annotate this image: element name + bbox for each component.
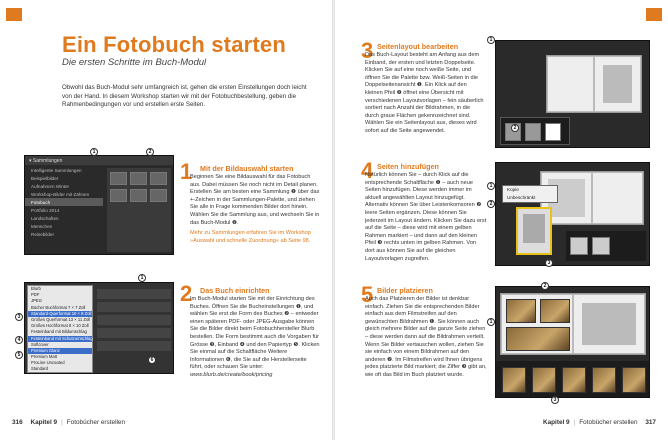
marker-3: 3 — [551, 396, 559, 404]
step-3-body — [365, 52, 485, 136]
step-3-number: 3 — [361, 38, 374, 63]
step-3-paragraph: Das Buch-Layout besteht am Anfang aus dem Einband, der ersten und letzten Doppelseite. Klicken Sie auf eine noch weiße Seite, und öffnen Sie die Palette bzw. Weiß-Seiten in die Doppelseitenansicht ❶. Ein Klick auf den kleinen Pfeil ❷ öffnet eine Übersicht mit verschiedenen Layoutvorlagen – fein säuberlich sortiert nach Anzahl der Bildrahmen, in die durch graue Flächen gekennzeichnet sind. Wählen Sie ein Seitenlayout aus, dieses wird sofort auf die Seite angewendet. — [365, 52, 484, 134]
settings-option[interactable]: Premium Glanz — [28, 348, 92, 354]
settings-option[interactable]: Blurb — [31, 286, 41, 291]
collections-screenshot — [24, 155, 174, 255]
layout-screenshot — [495, 40, 650, 148]
footer-separator: | — [573, 419, 576, 426]
book-spread — [546, 55, 642, 113]
collection-item[interactable]: Landschaften — [31, 216, 59, 221]
filmstrip-photo[interactable] — [502, 367, 526, 393]
grid-thumb — [130, 189, 147, 202]
step-4-paragraph: Natürlich können Sie – durch Klick auf die entsprechende Schaltfläche ❶ – auch neue Seiten hinzufügen. Diese werden immer im aktuell angewählten Layout hinzugefügt. Alternativ können Sie über Leistenkomsoren ❷ leere Seiten ergänzen. Diese können Sie jederzeit im Layout ändern. Klicken Sie dazu erst auf die Seite – diese wird mit einem gelben Rahmen markiert – und dann auf den kleinen Pfeil ❸ rechts unten im gelben Rahmen. Von dort aus können Sie auf die gleichen Layoutvorlagen zugreifen. — [365, 172, 487, 262]
step-2-number: 2 — [180, 281, 193, 306]
placed-photo — [506, 299, 536, 323]
settings-option[interactable]: Premium Matt — [31, 354, 58, 360]
step-2-heading: Das Buch einrichten — [200, 286, 270, 295]
settings-option[interactable]: Standard-Querformat 10 × 8 Zoll — [28, 311, 92, 317]
chapter-title: Fotobücher erstellen — [66, 419, 126, 426]
corner-tab — [646, 8, 662, 21]
menu-item-kopie[interactable]: Kopie — [507, 187, 519, 192]
corner-tab — [6, 8, 22, 21]
step-5-body — [365, 296, 487, 380]
settings-option[interactable]: ProLine Uncoated — [31, 360, 65, 366]
context-menu — [502, 185, 558, 203]
layout-thumb — [525, 123, 541, 141]
page-thumb — [570, 237, 588, 255]
step-3-heading: Seitenlayout bearbeiten — [377, 42, 459, 51]
step-1-heading: Mit der Bildauswahl starten — [200, 164, 294, 173]
filmstrip-photo[interactable] — [622, 367, 646, 393]
left-page — [0, 0, 333, 440]
marker-1: 1 — [487, 182, 495, 190]
step-1-number: 1 — [180, 159, 193, 184]
step-5-heading: Bilder platzieren — [377, 286, 433, 295]
menu-item-unbeschraenkt[interactable]: Unbeschränkt — [507, 194, 536, 200]
right-page-preview — [573, 294, 645, 354]
collection-item[interactable]: Aufnahmen Winter — [31, 184, 70, 189]
settings-option[interactable]: Großes Hochformat 8 × 10 Zoll — [31, 323, 89, 329]
filmstrip — [496, 361, 650, 398]
photo-frame — [523, 214, 545, 243]
marker-1: 1 — [90, 148, 98, 156]
marker-4: 4 — [15, 336, 23, 344]
settings-popup — [27, 285, 93, 373]
step-4-number: 4 — [361, 158, 374, 183]
right-page — [335, 0, 668, 440]
chapter-label: Kapitel 9 — [30, 419, 58, 426]
marker-1: 1 — [138, 274, 146, 282]
selected-page[interactable] — [516, 207, 552, 255]
filmstrip-photo[interactable] — [592, 367, 616, 393]
settings-option[interactable]: Festeinband mit Bildumschlag — [31, 329, 87, 335]
page-title: Ein Fotobuch starten — [62, 32, 286, 57]
page-number: 316 — [12, 419, 23, 426]
marker-3: 3 — [15, 313, 23, 321]
left-page-preview — [547, 56, 594, 112]
settings-field — [97, 302, 171, 312]
settings-field — [97, 315, 171, 325]
layout-picker — [500, 117, 570, 145]
marker-2: 2 — [487, 200, 495, 208]
step-5-number: 5 — [361, 282, 374, 307]
placed-photo — [540, 299, 570, 323]
settings-option[interactable]: Großes Querformat 13 × 11 Zoll — [31, 316, 91, 322]
grid-preview — [107, 168, 171, 252]
step-2-body — [190, 296, 320, 380]
right-page-preview — [592, 172, 643, 224]
grid-thumb — [110, 189, 127, 202]
settings-field — [97, 328, 171, 338]
step-2-paragraph: Im Buch-Modul starten Sie mit der Einrichtung des Buches. Öffnen Sie die Bucheinstellungen ❶, und wählen Sie erst die Form des Buches ❷ – entweder einen späteren PDF- oder JPEG-Ausgabe können Sie die Bilder direkt beim Fotobuchhersteller Blurb bestellen. Die Form bestimmt auch die Vorgaben für Grösse ❸, Einband ❹ und den Papiertyp ❺. Klicken Sie einmal auf die Schaltfläche Weitere Informationen ❻, die Sie auf die Herstellerseite führt, oder schauen Sie unter: — [190, 296, 320, 371]
placed-photo — [506, 327, 570, 351]
collection-item[interactable]: Reisebilder — [31, 232, 54, 237]
photo-frame — [582, 303, 636, 345]
marker-1: 1 — [487, 318, 495, 326]
step-5-paragraph: Auch das Platzieren der Bilder ist denkbar einfach. Ziehen Sie die entsprechenden Bilder einfach aus dem Filmstreifen auf den gewünschten Bildrahmen ❶. Sie können auch gleich mehrere Bilder auf die ganze Seite ziehen – diese werden dann auf die Bildrahmen verteilt. Wenn Sie Bilder vertauschen wollen, ziehen Sie sie einfach von einem Bildrahmen auf den anderen ❷. Im Filmstreifen wird Ihnen übrigens jedes platzierte Bild markiert; die Ziffer ❸ gibt an, wie oft das Bild im Buch platziert wurde. — [365, 296, 487, 378]
collection-item[interactable]: Intelligente Sammlungen — [31, 168, 82, 173]
step-1-tip: Mehr zu Sammlungen erfahren Sie im Workshop »Auswahl und schnelle Zuordnung« ab Seite 98. — [190, 230, 311, 244]
chapter-title: Fotobücher erstellen — [579, 419, 638, 426]
step-2-link: www.blurb.de/create/book/pricing — [190, 371, 273, 378]
add-pages-screenshot — [495, 162, 650, 266]
collection-item[interactable]: Fotobuch — [25, 198, 103, 206]
collections-list — [25, 166, 103, 238]
collection-item[interactable]: Beispielbilder — [31, 176, 59, 181]
step-1-paragraph: Beginnen Sie eine Bildauswahl für das Fotobuch aus. Dabei müssen Sie noch nicht im Detail planen. Erstellen Sie am besten eine Sammlung ❶ über das +-Zeichen in der Sammlungen-Palette, und ziehen Sie alle in Frage kommenden Bilder dort hinein. Wählen Sie die Sammlung aus, und wechseln Sie in das Buch-Modul ❷. — [190, 174, 320, 226]
filmstrip-photo[interactable] — [532, 367, 556, 393]
marker-3: 3 — [545, 259, 553, 267]
marker-2: 2 — [146, 148, 154, 156]
page-subtitle: Die ersten Schritte im Buch-Modul — [62, 57, 207, 68]
place-photos-screenshot — [495, 286, 650, 398]
marker-2: 2 — [511, 124, 519, 132]
collection-item[interactable]: Workshop-Bilder mit Zähnen — [31, 192, 90, 197]
step-4-heading: Seiten hinzufügen — [377, 162, 439, 171]
collection-item[interactable]: Portfolio 2014 — [31, 208, 60, 213]
marker-1: 1 — [487, 36, 495, 44]
settings-option[interactable]: PDF — [31, 292, 40, 298]
settings-option[interactable]: JPEG — [31, 298, 42, 304]
grid-thumb — [150, 189, 167, 202]
chapter-label: Kapitel 9 — [542, 419, 570, 426]
step-1-body — [190, 174, 320, 245]
settings-field — [97, 341, 171, 351]
marker-2: 2 — [541, 282, 549, 290]
settings-option[interactable]: Bücher Buchformat 7 × 7 Zoll — [31, 304, 86, 310]
settings-list — [28, 286, 92, 373]
left-page-preview — [501, 294, 573, 354]
page-thumb — [592, 237, 610, 255]
layout-thumb — [545, 123, 561, 141]
settings-option[interactable]: Softcover — [31, 341, 49, 347]
book-spread — [500, 293, 646, 355]
left-footer — [6, 419, 125, 426]
page-number: 317 — [645, 419, 656, 426]
footer-separator: | — [61, 419, 63, 426]
step-4-body — [365, 172, 487, 263]
settings-option[interactable]: Standard — [31, 366, 48, 372]
marker-5: 5 — [15, 351, 23, 359]
marker-6: 6 — [148, 356, 156, 364]
grid-thumb — [130, 172, 147, 185]
grid-thumb — [110, 172, 127, 185]
settings-fields — [97, 289, 171, 369]
right-page-preview — [594, 56, 641, 112]
grid-thumb — [150, 172, 167, 185]
photo-frame — [603, 65, 632, 103]
collections-panel-header: ▾ Sammlungen — [25, 156, 173, 165]
right-footer — [543, 419, 662, 426]
filmstrip-photo[interactable] — [562, 367, 586, 393]
intro-text: Obwohl das Buch-Modul sehr umfangreich ist, gehen die ersten Einstellungen doch leicht von der Hand. In diesem Workshop starten wir mit der Fotobuchbestellung, geben die Rahmenbedingungen vor und erstellen erste Seiten. — [62, 84, 307, 109]
settings-option[interactable]: Festeinband mit Schutzumschlag — [28, 336, 92, 342]
settings-field — [97, 289, 171, 299]
collection-item[interactable]: Menschen — [31, 224, 53, 229]
page-thumbnails — [566, 231, 646, 261]
